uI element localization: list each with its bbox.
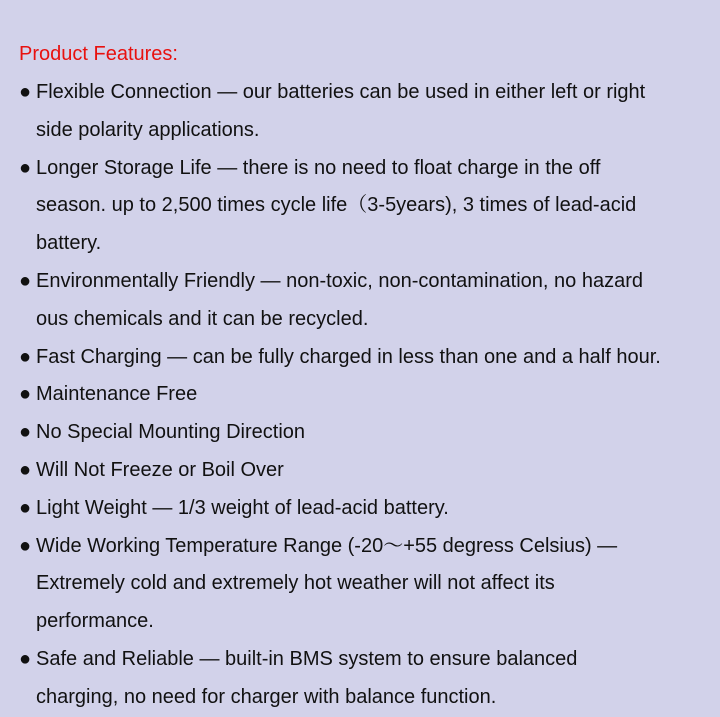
feature-line: [0, 74, 720, 112]
feature-text: Light Weight — 1/3 weight of lead-acid battery.: [36, 496, 449, 519]
feature-text: ous chemicals and it can be recycled.: [36, 307, 369, 330]
feature-line: [0, 641, 720, 679]
feature-safe-and-reliable: [0, 641, 720, 717]
feature-line: [0, 263, 720, 301]
feature-maintenance-free: [0, 376, 720, 414]
feature-line: [0, 490, 720, 528]
feature-flexible-connection: [0, 74, 720, 150]
feature-text: battery.: [36, 232, 102, 255]
feature-text: Extremely cold and extremely hot weather will not affect its: [36, 572, 555, 595]
feature-line: [0, 150, 720, 188]
feature-environmentally-friendly: [0, 263, 720, 339]
feature-text: Longer Storage Life — there is no need to float charge in the off: [36, 156, 601, 179]
feature-text: performance.: [36, 610, 154, 633]
feature-text: Will Not Freeze or Boil Over: [36, 459, 284, 481]
feature-line: [0, 452, 720, 490]
product-features-heading: Product Features:: [19, 43, 178, 65]
feature-text: charging, no need for charger with balance function.: [36, 685, 497, 708]
bullet-icon: ●: [19, 648, 32, 670]
feature-text: Flexible Connection — our batteries can be used in either left or right: [36, 81, 646, 103]
feature-line: [0, 376, 720, 414]
feature-line: [0, 339, 720, 377]
feature-line: [0, 414, 720, 452]
feature-line: [0, 679, 720, 717]
feature-line: [0, 225, 720, 263]
feature-longer-storage-life: [0, 150, 720, 263]
bullet-icon: ●: [19, 156, 32, 179]
feature-fast-charging: [0, 339, 720, 377]
bullet-icon: ●: [19, 345, 32, 368]
feature-line: [0, 565, 720, 603]
bullet-icon: ●: [19, 459, 32, 481]
feature-text: Maintenance Free: [36, 383, 198, 406]
bullet-icon: ●: [19, 421, 32, 444]
feature-line: [0, 528, 720, 566]
feature-text: Wide Working Temperature Range (-20～+55 degress Celsius) —: [36, 534, 618, 557]
feature-text: No Special Mounting Direction: [36, 421, 306, 444]
feature-line: [0, 112, 720, 150]
bullet-icon: ●: [19, 270, 32, 292]
feature-no-special-mounting-direction: [0, 414, 720, 452]
bullet-icon: ●: [19, 81, 32, 103]
feature-will-not-freeze-or-boil-over: [0, 452, 720, 490]
bullet-icon: ●: [19, 534, 32, 557]
feature-text: Environmentally Friendly — non-toxic, non-contamination, no hazard: [36, 270, 643, 292]
feature-line: [0, 301, 720, 339]
feature-wide-working-temperature-range: [0, 528, 720, 641]
feature-text: Fast Charging — can be fully charged in less than one and a half hour.: [36, 345, 661, 368]
feature-line: [0, 187, 720, 225]
bullet-icon: ●: [19, 496, 32, 519]
feature-light-weight: [0, 490, 720, 528]
feature-text: side polarity applications.: [36, 118, 260, 141]
feature-line: [0, 603, 720, 641]
bullet-icon: ●: [19, 383, 32, 406]
feature-text: Safe and Reliable — built-in BMS system to ensure balanced: [36, 648, 578, 670]
feature-text: season. up to 2,500 times cycle life（3-5years), 3 times of lead-acid: [36, 194, 637, 217]
